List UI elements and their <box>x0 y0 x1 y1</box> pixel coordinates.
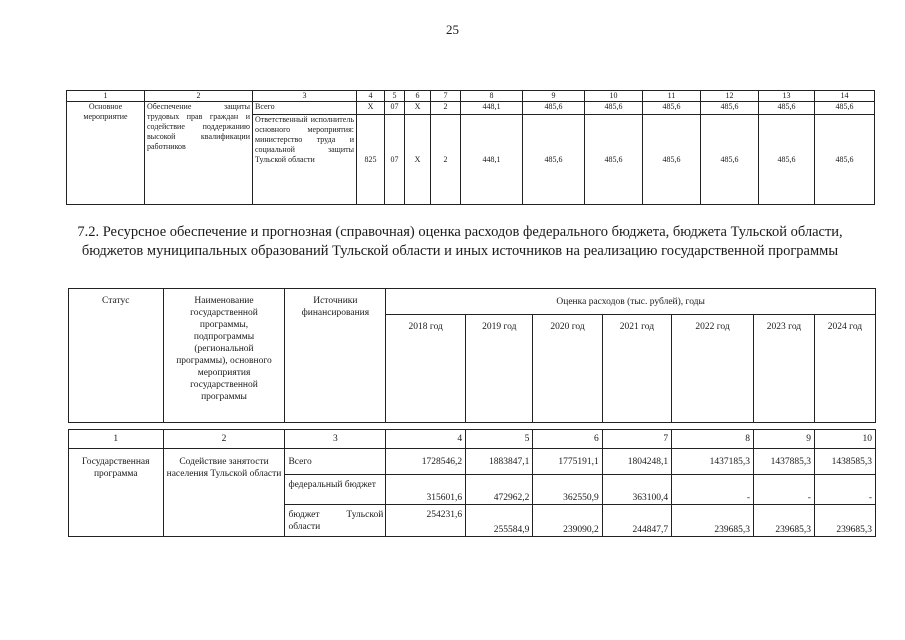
value-cell: 254231,6 <box>386 505 466 537</box>
col-number: 5 <box>466 430 533 449</box>
year-header: 2020 год <box>533 315 602 423</box>
value-cell: 315601,6 <box>386 475 466 505</box>
year-header: 2023 год <box>754 315 815 423</box>
funding-source: федеральный бюджет <box>285 475 386 505</box>
program-activity-table <box>66 90 875 205</box>
program-status: Государственная программа <box>69 449 164 537</box>
value-cell: 485,6 <box>759 115 815 205</box>
header-source: Источники финансирования <box>285 289 386 423</box>
value-cell: 244847,7 <box>602 505 671 537</box>
value-cell: 485,6 <box>701 115 759 205</box>
col-number: 7 <box>431 91 461 102</box>
col-number: 12 <box>701 91 759 102</box>
col-number: 10 <box>814 430 875 449</box>
column-number-row <box>69 430 876 449</box>
value-cell: 1775191,1 <box>533 449 602 475</box>
value-cell: 363100,4 <box>602 475 671 505</box>
col-number: 13 <box>759 91 815 102</box>
value-cell: 239090,2 <box>533 505 602 537</box>
col-number: 7 <box>602 430 671 449</box>
funding-source: Всего <box>285 449 386 475</box>
program-name: Содействие занятости населения Тульской области <box>163 449 285 537</box>
col-number: 4 <box>357 91 385 102</box>
col-number: 9 <box>523 91 585 102</box>
value-cell: 485,6 <box>815 115 875 205</box>
col-number: 1 <box>69 430 164 449</box>
code-cell: 07 <box>385 102 405 115</box>
value-cell: 485,6 <box>701 102 759 115</box>
col-number: 4 <box>386 430 466 449</box>
value-cell: - <box>814 475 875 505</box>
value-cell: 362550,9 <box>533 475 602 505</box>
value-cell: 485,6 <box>643 102 701 115</box>
spacer <box>69 423 876 430</box>
col-number: 8 <box>461 91 523 102</box>
value-cell: 448,1 <box>461 115 523 205</box>
year-header: 2019 год <box>466 315 533 423</box>
activity-name: Обеспечение защиты трудовых прав граждан и содействие поддержанию высокой квалификации работников <box>145 102 253 205</box>
value-cell: 1438585,3 <box>814 449 875 475</box>
code-cell: 2 <box>431 102 461 115</box>
col-number: 11 <box>643 91 701 102</box>
col-number: 3 <box>253 91 357 102</box>
code-cell: X <box>357 102 385 115</box>
col-number: 6 <box>405 91 431 102</box>
value-cell: 255584,9 <box>466 505 533 537</box>
page-number: 25 <box>446 22 459 37</box>
value-cell: 1883847,1 <box>466 449 533 475</box>
funding-source: бюджет Тульской области <box>285 505 386 537</box>
col-number: 10 <box>585 91 643 102</box>
col-number: 8 <box>672 430 754 449</box>
code-cell: X <box>405 102 431 115</box>
header-name: Наименование государственной программы, подпрограммы (региональной программы), основного мероприятия государственной программы <box>163 289 285 423</box>
code-cell: 07 <box>385 115 405 205</box>
year-header: 2024 год <box>814 315 875 423</box>
resource-estimate-table <box>68 288 876 537</box>
value-cell: 485,6 <box>585 102 643 115</box>
value-cell: 485,6 <box>759 102 815 115</box>
header-status: Статус <box>69 289 164 423</box>
value-cell: 485,6 <box>815 102 875 115</box>
activity-status: Основное мероприятие <box>67 102 145 205</box>
value-cell: 1804248,1 <box>602 449 671 475</box>
year-header: 2018 год <box>386 315 466 423</box>
year-header: 2022 год <box>672 315 754 423</box>
funding-source: Ответственный исполнитель основного мероприятия: министерство труда и социальной защиты Тульской области <box>253 115 357 205</box>
value-cell: - <box>672 475 754 505</box>
col-number: 6 <box>533 430 602 449</box>
col-number: 2 <box>163 430 285 449</box>
table-row <box>67 102 875 115</box>
year-header: 2021 год <box>602 315 671 423</box>
column-number-row <box>67 91 875 102</box>
value-cell: 485,6 <box>523 102 585 115</box>
col-number: 2 <box>145 91 253 102</box>
value-cell: 448,1 <box>461 102 523 115</box>
section-heading: 7.2. Ресурсное обеспечение и прогнозная (справочная) оценка расходов федерального бюджета, бюджета Тульской области, бюджетов муниципальных образований Тульской области и иных источников на реализацию государственной программы <box>77 224 843 259</box>
header-estimate: Оценка расходов (тыс. рублей), годы <box>386 289 876 315</box>
value-cell: 472962,2 <box>466 475 533 505</box>
col-number: 9 <box>754 430 815 449</box>
value-cell: 1728546,2 <box>386 449 466 475</box>
code-cell: X <box>405 115 431 205</box>
value-cell: 485,6 <box>523 115 585 205</box>
col-number: 3 <box>285 430 386 449</box>
value-cell: 1437885,3 <box>754 449 815 475</box>
value-cell: 239685,3 <box>814 505 875 537</box>
col-number: 1 <box>67 91 145 102</box>
value-cell: 485,6 <box>585 115 643 205</box>
code-cell: 825 <box>357 115 385 205</box>
table-row <box>69 449 876 475</box>
value-cell: 485,6 <box>643 115 701 205</box>
spacer-row <box>69 423 876 430</box>
col-number: 14 <box>815 91 875 102</box>
value-cell: 1437185,3 <box>672 449 754 475</box>
col-number: 5 <box>385 91 405 102</box>
value-cell: - <box>754 475 815 505</box>
header-row <box>69 289 876 315</box>
value-cell: 239685,3 <box>754 505 815 537</box>
value-cell: 239685,3 <box>672 505 754 537</box>
funding-source: Всего <box>253 102 357 115</box>
code-cell: 2 <box>431 115 461 205</box>
